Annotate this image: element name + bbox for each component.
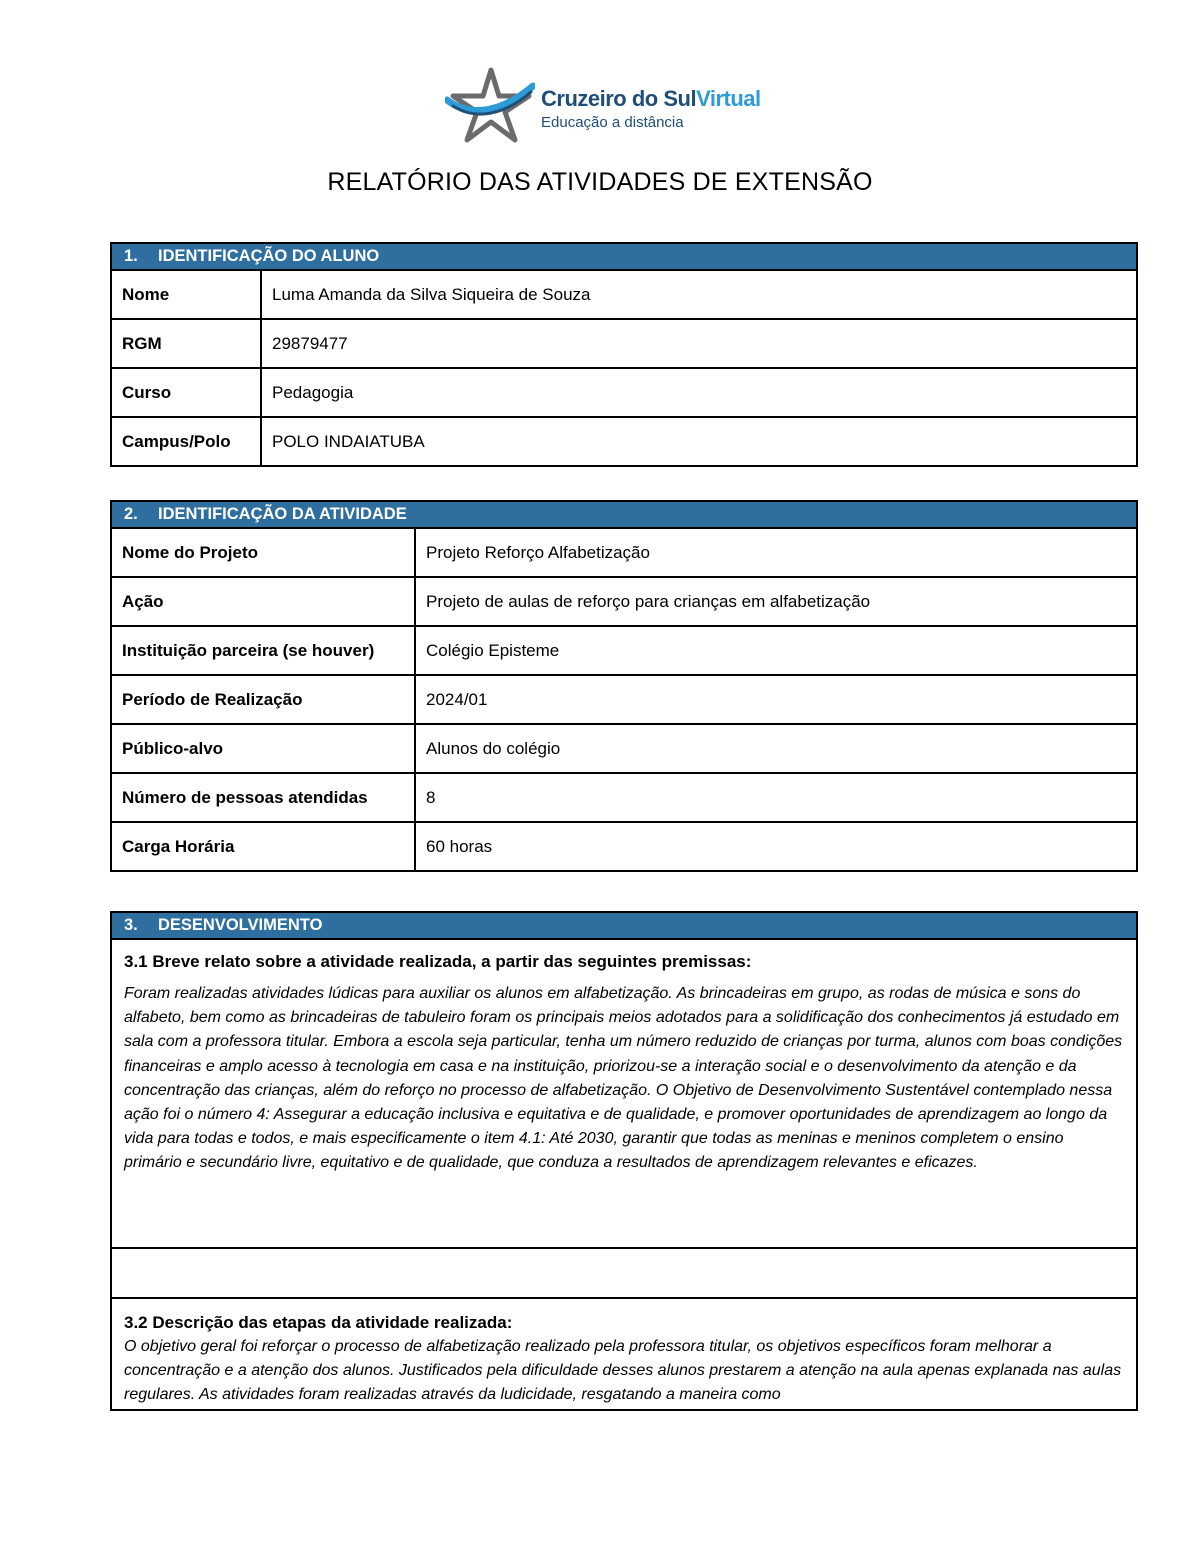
field-value: Alunos do colégio bbox=[415, 724, 1137, 773]
subsection-3-1-title: 3.1 Breve relato sobre a atividade realizada, a partir das seguintes premissas: bbox=[124, 952, 752, 971]
field-value: Luma Amanda da Silva Siqueira de Souza bbox=[261, 270, 1137, 319]
subsection-3-2-text: O objetivo geral foi reforçar o processo de alfabetização realizado pela professora titular, os objetivos específicos foram melhorar a concentração e a atenção dos alunos. Justificados pela dificuldade desses alunos prestarem a atenção na aula apenas explanada nas aulas regulares. As atividades foram realizadas através da ludicidade, resgatando a maneira como bbox=[124, 1338, 1122, 1403]
section-number: 3. bbox=[124, 916, 138, 934]
section-number: 2. bbox=[124, 505, 138, 523]
section-3-header bbox=[111, 912, 1137, 939]
section-title: DESENVOLVIMENTO bbox=[158, 916, 323, 934]
subsection-3-2-title: 3.2 Descrição das etapas da atividade realizada: bbox=[124, 1313, 513, 1332]
table-row bbox=[111, 626, 1137, 675]
table-row bbox=[111, 724, 1137, 773]
field-value: 2024/01 bbox=[415, 675, 1137, 724]
empty-row bbox=[111, 1248, 1137, 1298]
field-label: Período de Realização bbox=[111, 675, 415, 724]
table-row bbox=[111, 528, 1137, 577]
field-value: Colégio Episteme bbox=[415, 626, 1137, 675]
section-2-header bbox=[111, 501, 1137, 528]
field-label: Carga Horária bbox=[111, 822, 415, 871]
brand-name: Cruzeiro do SulVirtual bbox=[541, 86, 761, 111]
table-row bbox=[111, 773, 1137, 822]
field-label: Ação bbox=[111, 577, 415, 626]
section-number: 1. bbox=[124, 247, 138, 265]
table-row bbox=[111, 822, 1137, 871]
student-identification-table bbox=[110, 242, 1138, 467]
table-row bbox=[111, 368, 1137, 417]
activity-report-cell bbox=[111, 939, 1137, 1248]
field-label: Nome bbox=[111, 270, 261, 319]
activity-steps-cell bbox=[111, 1298, 1137, 1410]
field-label: Campus/Polo bbox=[111, 417, 261, 466]
field-label: Instituição parceira (se houver) bbox=[111, 626, 415, 675]
subsection-3-1-text: Foram realizadas atividades lúdicas para auxiliar os alunos em alfabetização. As brincadeiras em grupo, as rodas de música e sons do alfabeto, bem como as brincadeiras de tabuleiro foram os principais meios adotados para a solidificação dos conhecimentos já estudado em sala com a professora titular. Embora a escola seja particular, tenha um número reduzido de crianças por turma, alunos com boas condições financeiras e amplo acesso à tecnologia em casa e na instituição, priorizou-se a interação social e o desenvolvimento da atenção e da concentração das crianças, além do reforço no processo de alfabetização. O Objetivo de Desenvolvimento Sustentável contemplado nessa ação foi o número 4: Assegurar a educação inclusiva e equitativa e de qualidade, e promover oportunidades de aprendizagem ao longo da vida para todas e todos, e mais especificamente o item 4.1: Até 2030, garantir que todas as meninas e meninos completem o ensino primário e secundário livre, equitativo e de qualidade, que conduza a resultados de aprendizagem relevantes e eficazes. bbox=[124, 985, 1123, 1172]
field-label: RGM bbox=[111, 319, 261, 368]
field-value: 60 horas bbox=[415, 822, 1137, 871]
development-table bbox=[110, 911, 1138, 1411]
field-label: Curso bbox=[111, 368, 261, 417]
field-value: POLO INDAIATUBA bbox=[261, 417, 1137, 466]
field-label: Número de pessoas atendidas bbox=[111, 773, 415, 822]
field-value: Pedagogia bbox=[261, 368, 1137, 417]
table-row bbox=[111, 417, 1137, 466]
brand-accent: Virtual bbox=[696, 86, 761, 111]
table-row bbox=[111, 577, 1137, 626]
star-swoosh-icon bbox=[445, 66, 535, 144]
document-title: RELATÓRIO DAS ATIVIDADES DE EXTENSÃO bbox=[327, 168, 873, 196]
field-value: Projeto Reforço Alfabetização bbox=[415, 528, 1137, 577]
table-row bbox=[111, 319, 1137, 368]
activity-identification-table bbox=[110, 500, 1138, 872]
brand-tagline: Educação a distância bbox=[541, 114, 684, 131]
field-value: 8 bbox=[415, 773, 1137, 822]
table-row bbox=[111, 270, 1137, 319]
table-row bbox=[111, 675, 1137, 724]
field-value: Projeto de aulas de reforço para crianças em alfabetização bbox=[415, 577, 1137, 626]
section-1-header bbox=[111, 243, 1137, 270]
field-value: 29879477 bbox=[261, 319, 1137, 368]
section-title: IDENTIFICAÇÃO DO ALUNO bbox=[158, 247, 380, 265]
institution-logo bbox=[445, 66, 765, 146]
field-label: Público-alvo bbox=[111, 724, 415, 773]
field-label: Nome do Projeto bbox=[111, 528, 415, 577]
section-title: IDENTIFICAÇÃO DA ATIVIDADE bbox=[158, 505, 407, 523]
